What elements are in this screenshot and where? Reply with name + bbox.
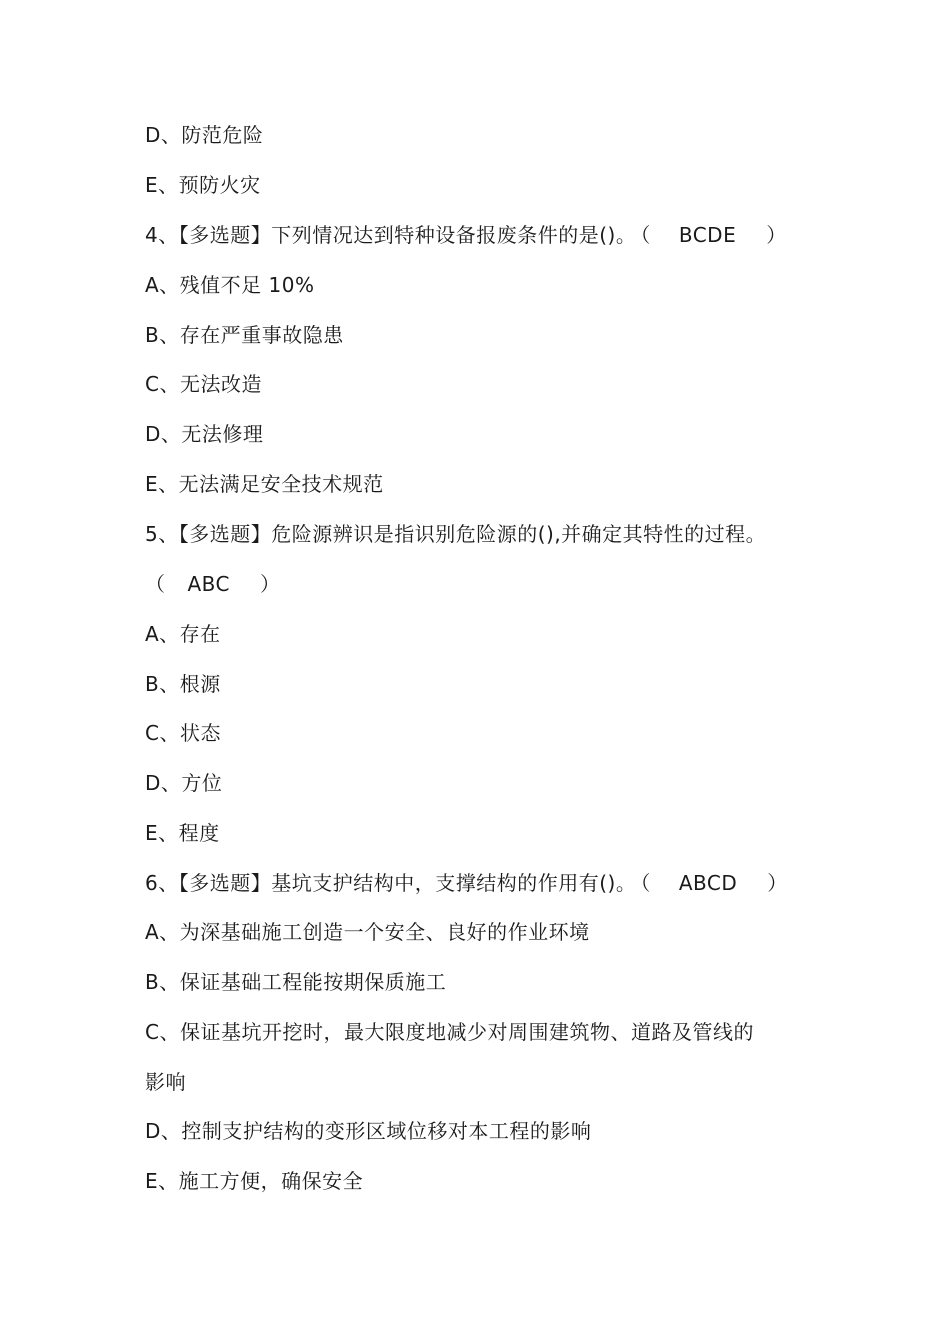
q4-paren-close: ） (766, 223, 787, 247)
q6-option-c-line2: 影响 (145, 1070, 186, 1094)
q4-option-c: C、无法改造 (145, 372, 262, 396)
q6-option-a: A、为深基础施工创造一个安全、良好的作业环境 (145, 920, 590, 944)
q4-stem-line (145, 221, 787, 249)
q3-option-d: D、防范危险 (145, 123, 264, 147)
q4-option-d: D、无法修理 (145, 422, 264, 446)
q5-answer-line (145, 570, 281, 598)
q4-stem: 4、【多选题】下列情况达到特种设备报废条件的是()。 (145, 223, 637, 247)
q6-stem: 6、【多选题】基坑支护结构中，支撑结构的作用有()。 (145, 871, 637, 895)
q3-option-e: E、预防火灾 (145, 173, 261, 197)
q6-paren-close: ） (767, 871, 788, 895)
q5-option-a: A、存在 (145, 622, 221, 646)
q6-stem-line (145, 869, 788, 897)
q5-answer: ABC (187, 572, 231, 596)
q5-paren-open: （ (145, 572, 166, 596)
q4-answer: BCDE (678, 223, 737, 247)
q5-option-e: E、程度 (145, 821, 220, 845)
q6-option-e: E、施工方便，确保安全 (145, 1169, 364, 1193)
q4-option-e: E、无法满足安全技术规范 (145, 472, 384, 496)
q5-option-c: C、状态 (145, 721, 221, 745)
q6-option-b: B、保证基础工程能按期保质施工 (145, 970, 447, 994)
q5-option-d: D、方位 (145, 771, 223, 795)
q5-option-b: B、根源 (145, 672, 221, 696)
q6-option-d: D、控制支护结构的变形区域位移对本工程的影响 (145, 1119, 592, 1143)
q5-paren-close: ） (260, 572, 281, 596)
q4-option-b: B、存在严重事故隐患 (145, 323, 344, 347)
q6-option-c-line1: C、保证基坑开挖时，最大限度地减少对周围建筑物、道路及管线的 (145, 1020, 754, 1044)
q4-paren-open: （ (640, 223, 651, 247)
q4-option-a: A、残值不足 10% (145, 273, 315, 297)
q5-stem: 5、【多选题】危险源辨识是指识别危险源的(),并确定其特性的过程。 (145, 522, 767, 546)
q6-answer: ABCD (678, 871, 738, 895)
q6-paren-open: （ (640, 871, 651, 895)
